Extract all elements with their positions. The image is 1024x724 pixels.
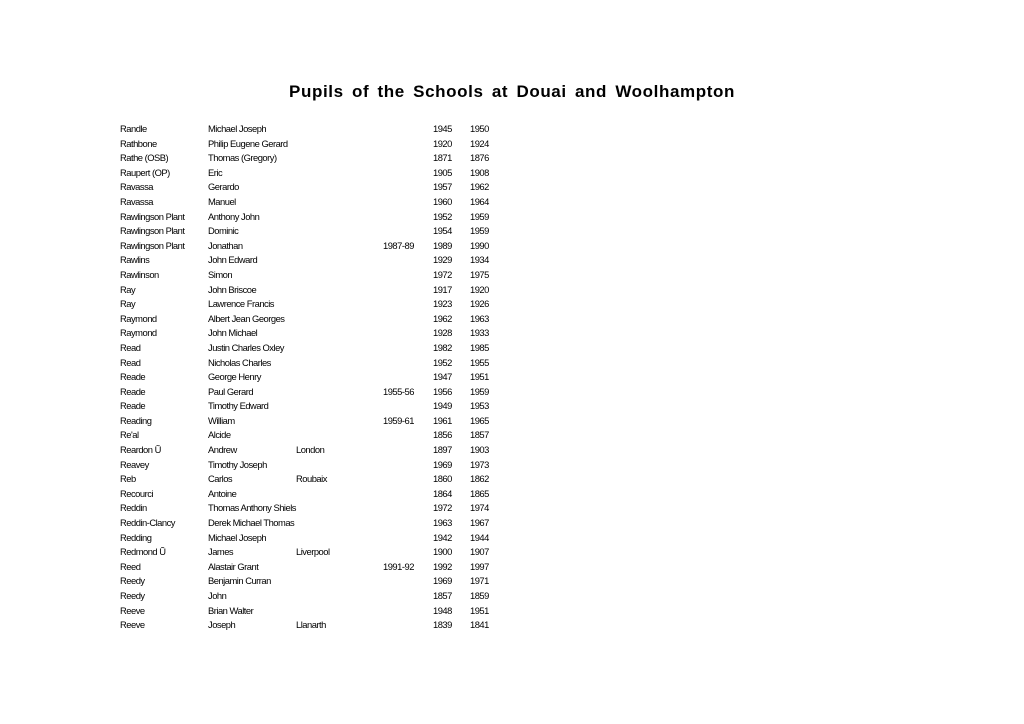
page-title: Pupils of the Schools at Douai and Woolhampton [289, 82, 735, 101]
end-year-cell: 1959 [470, 210, 489, 222]
start-year-cell: 1929 [433, 254, 452, 266]
end-year-cell: 1862 [470, 473, 489, 485]
pupil-row [0, 516, 520, 531]
surname-cell: Reedy [120, 590, 145, 601]
end-year-cell: 1971 [470, 575, 489, 587]
end-year-cell: 1926 [470, 298, 489, 310]
start-year-cell: 1857 [433, 590, 452, 601]
forenames-cell: Michael Joseph [208, 531, 267, 543]
end-year-cell: 1920 [470, 283, 489, 295]
forenames-cell: Albert Jean Georges [208, 312, 285, 324]
end-year-cell: 1951 [470, 371, 489, 383]
start-year-cell: 1947 [433, 371, 452, 383]
surname-cell: Reeve [120, 604, 145, 616]
end-year-cell: 1962 [470, 181, 489, 193]
surname-cell: Ray [120, 283, 136, 295]
forenames-cell: Michael Joseph [208, 123, 267, 134]
start-year-cell: 1860 [433, 473, 452, 485]
pupil-row [0, 604, 520, 619]
surname-cell: Reddin [120, 502, 147, 514]
forenames-cell: Derek Michael Thomas [208, 517, 295, 529]
forenames-cell: George Henry [208, 371, 261, 383]
forenames-cell: Antoine [208, 487, 237, 499]
end-year-cell: 1967 [470, 517, 489, 529]
pupil-row [0, 122, 520, 137]
forenames-cell: Paul Gerard [208, 385, 254, 397]
end-year-cell: 1985 [470, 341, 489, 353]
end-year-cell: 1963 [470, 312, 489, 324]
surname-cell: Rawlingson Plant [120, 225, 185, 237]
pupil-row [0, 487, 520, 502]
end-year-cell: 1903 [470, 444, 489, 456]
pupil-row [0, 443, 520, 458]
end-year-cell: 1990 [470, 239, 489, 251]
pupil-row [0, 297, 520, 312]
pupil-row [0, 180, 520, 195]
end-year-cell: 1953 [470, 400, 489, 412]
start-year-cell: 1942 [433, 531, 452, 543]
end-year-cell: 1908 [470, 166, 489, 178]
end-year-cell: 1841 [470, 619, 489, 631]
end-year-cell: 1907 [470, 546, 489, 558]
end-year-cell: 1959 [470, 385, 489, 397]
forenames-cell: Nicholas Charles [208, 356, 271, 368]
start-year-cell: 1900 [433, 546, 452, 558]
start-year-cell: 1897 [433, 444, 452, 456]
end-year-cell: 1973 [470, 458, 489, 470]
surname-cell: Rawlinson [120, 268, 159, 280]
pupil-row [0, 560, 520, 575]
forenames-cell: Simon [208, 268, 233, 280]
pupil-row [0, 618, 520, 633]
end-year-cell: 1944 [470, 531, 489, 543]
end-year-cell: 1924 [470, 137, 489, 149]
pupil-row [0, 312, 520, 327]
start-year-cell: 1957 [433, 181, 452, 193]
pupil-row [0, 428, 520, 443]
extra-years-cell: 1955-56 [383, 385, 414, 397]
forenames-cell: Benjamin Curran [208, 575, 271, 587]
start-year-cell: 1972 [433, 502, 452, 514]
end-year-cell: 1876 [470, 152, 489, 164]
surname-cell: Recourci [120, 487, 153, 499]
surname-cell: Read [120, 341, 141, 353]
start-year-cell: 1969 [433, 575, 452, 587]
pupil-row [0, 501, 520, 516]
forenames-cell: Timothy Edward [208, 400, 269, 412]
surname-cell: Rathbone [120, 137, 157, 149]
forenames-cell: John [208, 590, 227, 601]
surname-cell: Randle [120, 123, 147, 134]
pupil-row [0, 385, 520, 400]
start-year-cell: 1992 [433, 560, 452, 572]
pupil-row [0, 166, 520, 181]
surname-cell: Reavey [120, 458, 149, 470]
start-year-cell: 1928 [433, 327, 452, 339]
start-year-cell: 1962 [433, 312, 452, 324]
start-year-cell: 1920 [433, 137, 452, 149]
pupil-row [0, 589, 520, 604]
pupil-row [0, 356, 520, 371]
pupil-list [0, 122, 520, 633]
forenames-cell: Anthony John [208, 210, 260, 222]
start-year-cell: 1952 [433, 356, 452, 368]
forenames-cell: Thomas Anthony Shiels [208, 502, 296, 514]
surname-cell: Rawlingson Plant [120, 210, 185, 222]
surname-cell: Reed [120, 560, 141, 572]
forenames-cell: Timothy Joseph [208, 458, 267, 470]
start-year-cell: 1982 [433, 341, 452, 353]
pupil-row [0, 268, 520, 283]
surname-cell: Redding [120, 531, 152, 543]
surname-cell: Ravassa [120, 181, 153, 193]
pupil-row [0, 210, 520, 225]
forenames-cell: Joseph [208, 619, 236, 631]
surname-cell: Rawlingson Plant [120, 239, 185, 251]
start-year-cell: 1961 [433, 414, 452, 426]
place-cell: Llanarth [296, 619, 326, 631]
forenames-cell: Brian Walter [208, 604, 254, 616]
surname-cell: Raymond [120, 312, 157, 324]
surname-cell: Ravassa [120, 195, 153, 207]
pupil-row [0, 341, 520, 356]
surname-cell: Reeve [120, 619, 145, 631]
forenames-cell: Dominic [208, 225, 239, 237]
start-year-cell: 1952 [433, 210, 452, 222]
pupil-row [0, 414, 520, 429]
end-year-cell: 1955 [470, 356, 489, 368]
surname-cell: Reddin-Clancy [120, 517, 175, 529]
forenames-cell: Justin Charles Oxley [208, 341, 284, 353]
surname-cell: Reardon Ũ [120, 444, 161, 456]
surname-cell: Reade [120, 385, 146, 397]
pupil-row [0, 224, 520, 239]
start-year-cell: 1972 [433, 268, 452, 280]
surname-cell: Raymond [120, 327, 157, 339]
pupil-row [0, 545, 520, 560]
start-year-cell: 1864 [433, 487, 452, 499]
pupil-row [0, 283, 520, 298]
pupil-row [0, 326, 520, 341]
end-year-cell: 1934 [470, 254, 489, 266]
surname-cell: Rawlins [120, 254, 150, 266]
start-year-cell: 1960 [433, 195, 452, 207]
place-cell: Liverpool [296, 546, 330, 558]
start-year-cell: 1948 [433, 604, 452, 616]
start-year-cell: 1856 [433, 429, 452, 441]
forenames-cell: John Edward [208, 254, 258, 266]
start-year-cell: 1839 [433, 619, 452, 631]
start-year-cell: 1949 [433, 400, 452, 412]
forenames-cell: Alastair Grant [208, 560, 259, 572]
pupil-row [0, 253, 520, 268]
start-year-cell: 1956 [433, 385, 452, 397]
end-year-cell: 1959 [470, 225, 489, 237]
forenames-cell: Lawrence Francis [208, 298, 274, 310]
end-year-cell: 1965 [470, 414, 489, 426]
forenames-cell: Gerardo [208, 181, 239, 193]
forenames-cell: Jonathan [208, 239, 243, 251]
surname-cell: Re'al [120, 429, 139, 441]
start-year-cell: 1923 [433, 298, 452, 310]
end-year-cell: 1951 [470, 604, 489, 616]
start-year-cell: 1969 [433, 458, 452, 470]
pupil-row [0, 399, 520, 414]
start-year-cell: 1905 [433, 166, 452, 178]
forenames-cell: Andrew [208, 444, 237, 456]
start-year-cell: 1954 [433, 225, 452, 237]
surname-cell: Reading [120, 414, 152, 426]
forenames-cell: Eric [208, 166, 223, 178]
surname-cell: Rathe (OSB) [120, 152, 169, 164]
pupil-row [0, 137, 520, 152]
pupil-row [0, 531, 520, 546]
end-year-cell: 1865 [470, 487, 489, 499]
end-year-cell: 1964 [470, 195, 489, 207]
start-year-cell: 1989 [433, 239, 452, 251]
surname-cell: Reade [120, 371, 146, 383]
pupil-row [0, 472, 520, 487]
forenames-cell: Thomas (Gregory) [208, 152, 277, 164]
forenames-cell: James [208, 546, 234, 558]
forenames-cell: Carlos [208, 473, 233, 485]
forenames-cell: Philip Eugene Gerard [208, 137, 288, 149]
pupil-row [0, 195, 520, 210]
extra-years-cell: 1959-61 [383, 414, 414, 426]
surname-cell: Reedy [120, 575, 145, 587]
pupil-row [0, 370, 520, 385]
start-year-cell: 1945 [433, 123, 452, 134]
forenames-cell: Alcide [208, 429, 231, 441]
surname-cell: Ray [120, 298, 136, 310]
end-year-cell: 1975 [470, 268, 489, 280]
end-year-cell: 1857 [470, 429, 489, 441]
pupil-row [0, 239, 520, 254]
place-cell: London [296, 444, 325, 456]
place-cell: Roubaix [296, 473, 327, 485]
extra-years-cell: 1991-92 [383, 560, 414, 572]
surname-cell: Read [120, 356, 141, 368]
surname-cell: Redmond Ũ [120, 546, 166, 558]
forenames-cell: Manuel [208, 195, 236, 207]
end-year-cell: 1974 [470, 502, 489, 514]
forenames-cell: John Michael [208, 327, 258, 339]
forenames-cell: William [208, 414, 235, 426]
surname-cell: Raupert (OP) [120, 166, 170, 178]
pupil-row [0, 574, 520, 589]
forenames-cell: John Briscoe [208, 283, 257, 295]
end-year-cell: 1859 [470, 590, 489, 601]
start-year-cell: 1871 [433, 152, 452, 164]
surname-cell: Reade [120, 400, 146, 412]
start-year-cell: 1963 [433, 517, 452, 529]
end-year-cell: 1950 [470, 123, 489, 134]
extra-years-cell: 1987-89 [383, 239, 414, 251]
pupil-row [0, 151, 520, 166]
pupil-row [0, 458, 520, 473]
end-year-cell: 1933 [470, 327, 489, 339]
end-year-cell: 1997 [470, 560, 489, 572]
surname-cell: Reb [120, 473, 136, 485]
start-year-cell: 1917 [433, 283, 452, 295]
